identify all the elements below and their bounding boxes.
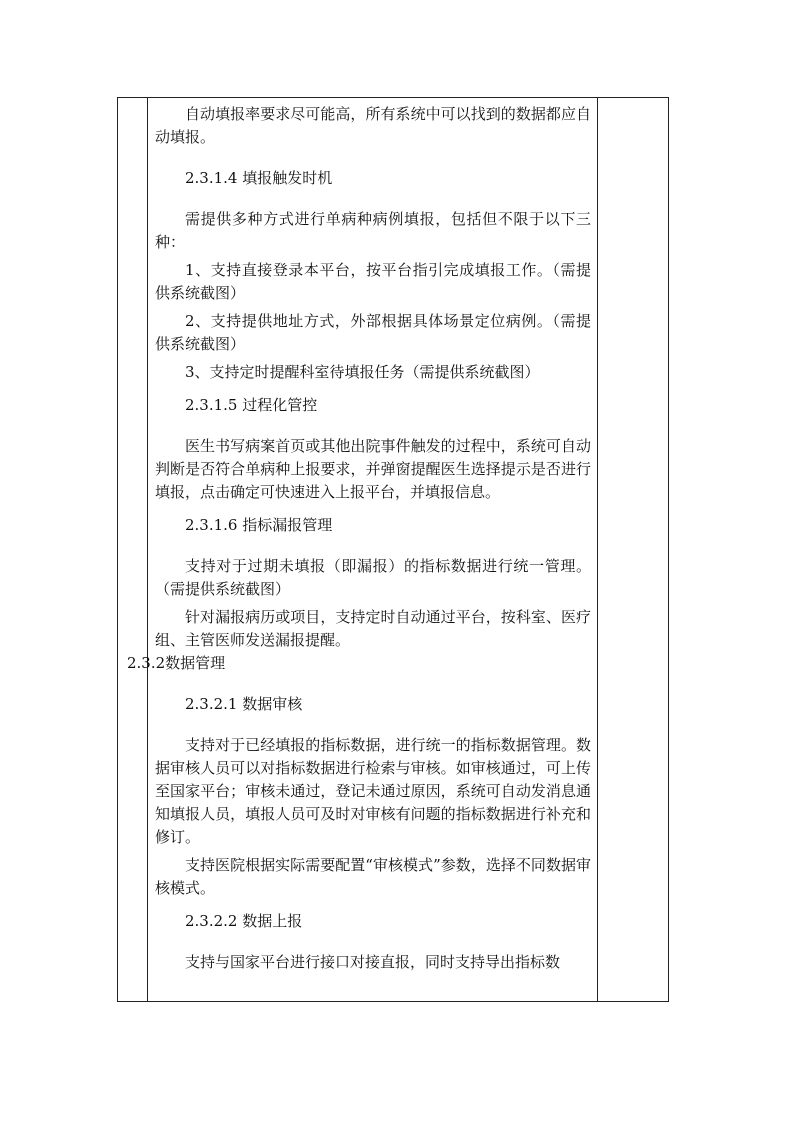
paragraph-missed-reminder: 针对漏报病历或项目，支持定时自动通过平台，按科室、医疗组、主管医师发送漏报提醒。 xyxy=(155,608,591,649)
table-column-divider-left xyxy=(147,97,148,1002)
paragraph-data-report: 支持与国家平台进行接口对接直报，同时支持导出指标数 xyxy=(185,953,561,971)
heading-2-3-2-1: 2.3.2.1 数据审核 xyxy=(185,695,303,713)
list-item-3: 3、支持定时提醒科室待填报任务（需提供系统截图） xyxy=(185,363,540,381)
heading-2-3-1-6: 2.3.1.6 指标漏报管理 xyxy=(185,516,333,534)
paragraph-audit-mode: 支持医院根据实际需要配置“审核模式”参数，选择不同数据审核模式。 xyxy=(155,856,591,897)
table-cell-content xyxy=(127,98,591,974)
paragraph-data-audit: 支持对于已经填报的指标数据，进行统一的指标数据管理。数据审核人员可以对指标数据进行检索与审核。如审核通过，可上传至国家平台；审核未通过，登记未通过原因，系统可自动发消息通知填报人员，填报人员可及时对审核有问题的指标数据进行补充和修订。 xyxy=(155,736,591,846)
heading-2-3-1-5: 2.3.1.5 过程化管控 xyxy=(185,396,318,414)
table-column-divider-right xyxy=(597,97,598,1002)
heading-2-3-2: 2.3.2数据管理 xyxy=(127,654,226,672)
heading-2-3-2-2: 2.3.2.2 数据上报 xyxy=(185,912,303,930)
list-item-2: 2、支持提供地址方式，外部根据具体场景定位病例。（需提供系统截图） xyxy=(155,312,591,353)
paragraph-fill-methods: 需提供多种方式进行单病种病例填报，包括但不限于以下三种： xyxy=(155,210,591,251)
paragraph-process-control: 医生书写病案首页或其他出院事件触发的过程中，系统可自动判断是否符合单病种上报要求，并弹窗提醒医生选择提示是否进行填报，点击确定可快速进入上报平台，并填报信息。 xyxy=(155,437,591,501)
paragraph-auto-fill: 自动填报率要求尽可能高，所有系统中可以找到的数据都应自动填报。 xyxy=(155,105,591,146)
paragraph-missed-report: 支持对于过期未填报（即漏报）的指标数据进行统一管理。（需提供系统截图） xyxy=(155,557,591,598)
heading-2-3-1-4: 2.3.1.4 填报触发时机 xyxy=(185,169,333,187)
list-item-1: 1、支持直接登录本平台，按平台指引完成填报工作。（需提供系统截图） xyxy=(155,261,591,302)
